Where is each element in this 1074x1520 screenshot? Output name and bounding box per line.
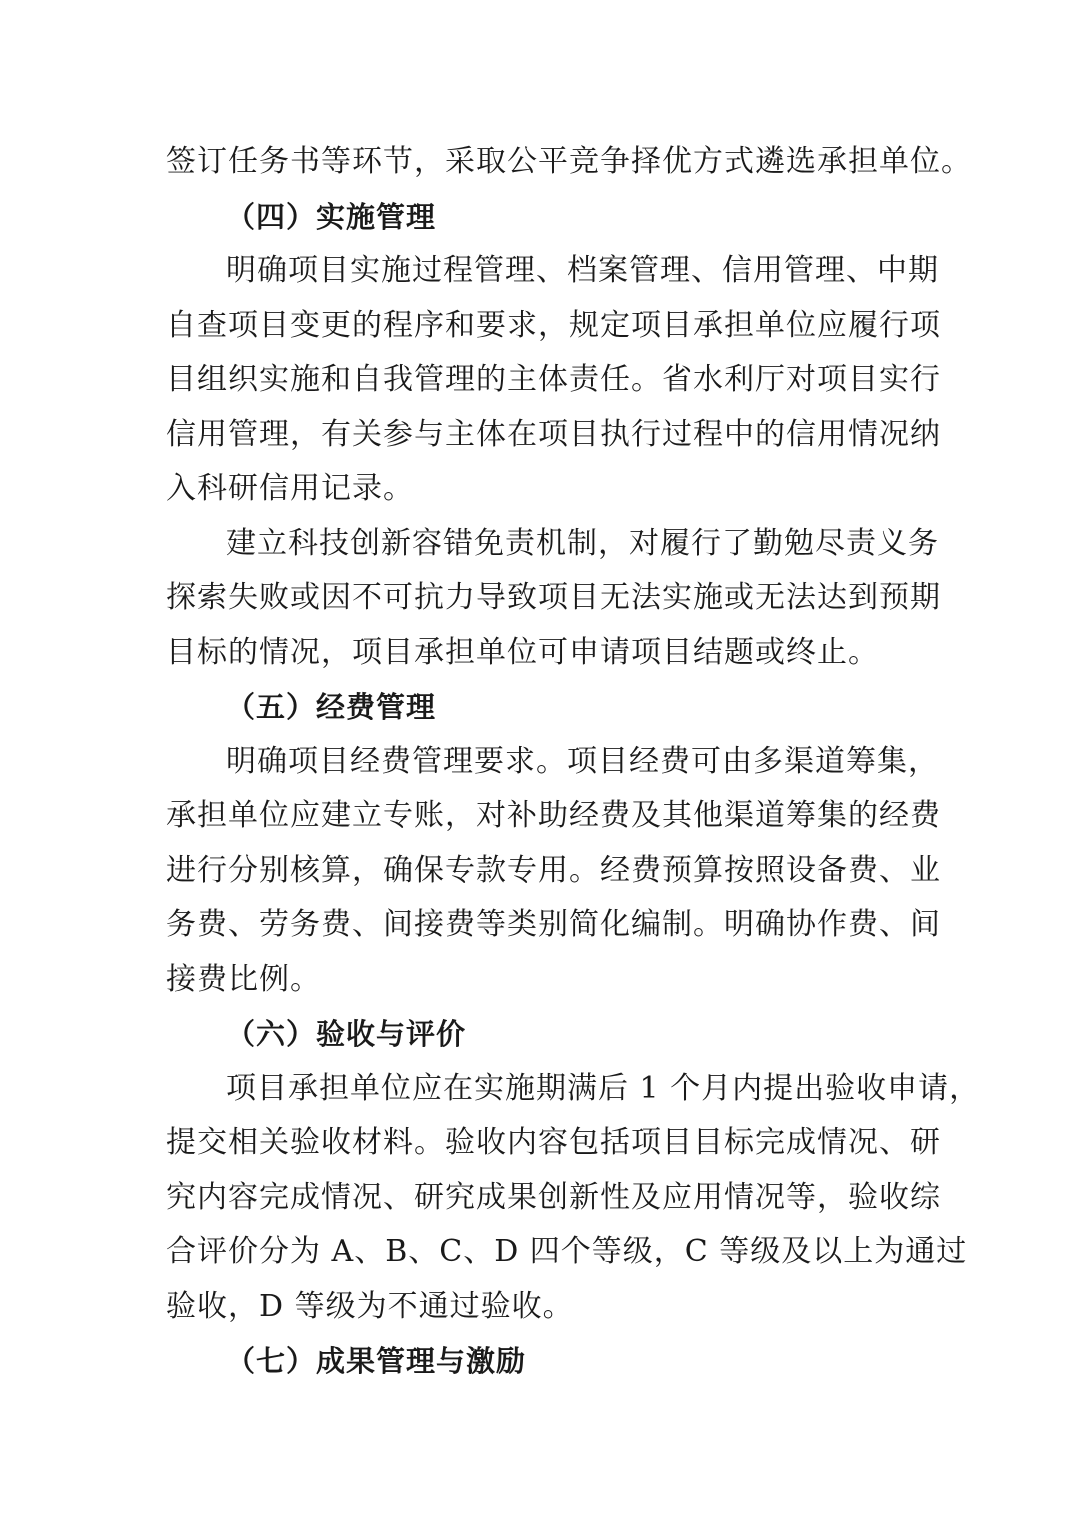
paragraph-line: 入科研信用记录。 <box>166 471 414 506</box>
paragraph-line: 进行分别核算，确保专款专用。经费预算按照设备费、业 <box>166 852 941 888</box>
paragraph-line: 接费比例。 <box>166 961 321 997</box>
paragraph-line: 建立科技创新容错免责机制，对履行了勤勉尽责义务 <box>226 525 939 561</box>
paragraph-line: 验收，D 等级为不通过验收。 <box>166 1288 574 1324</box>
section-heading: （七）成果管理与激励 <box>226 1344 527 1378</box>
paragraph-line: 务费、劳务费、间接费等类别简化编制。明确协作费、间 <box>166 907 941 942</box>
paragraph-line: 提交相关验收材料。验收内容包括项目目标完成情况、研 <box>166 1125 941 1160</box>
paragraph-line: 目组织实施和自我管理的主体责任。省水利厅对项目实行 <box>166 362 941 397</box>
paragraph-line: 明确项目实施过程管理、档案管理、信用管理、中期 <box>226 253 939 288</box>
paragraph-line: 合评价分为 A、B、C、D 四个等级，C 等级及以上为通过 <box>166 1234 968 1269</box>
paragraph-line: 项目承担单位应在实施期满后 1 个月内提出验收申请， <box>226 1070 981 1106</box>
paragraph-line: 明确项目经费管理要求。项目经费可由多渠道筹集， <box>226 743 939 779</box>
paragraph-line: 探索失败或因不可抗力导致项目无法实施或无法达到预期 <box>166 580 941 615</box>
section-heading: （四）实施管理 <box>226 199 437 234</box>
section-heading: （六）验收与评价 <box>226 1017 467 1051</box>
document-page <box>166 135 981 1389</box>
paragraph-line: 信用管理，有关参与主体在项目执行过程中的信用情况纳 <box>166 416 941 452</box>
paragraph-line: 究内容完成情况、研究成果创新性及应用情况等，验收综 <box>166 1179 941 1215</box>
section-heading: （五）经费管理 <box>226 690 437 724</box>
paragraph-line: 签订任务书等环节，采取公平竞争择优方式遴选承担单位。 <box>166 144 972 179</box>
paragraph-line: 自查项目变更的程序和要求，规定项目承担单位应履行项 <box>166 307 941 343</box>
paragraph-line: 承担单位应建立专账，对补助经费及其他渠道筹集的经费 <box>166 798 941 833</box>
paragraph-line: 目标的情况，项目承担单位可申请项目结题或终止。 <box>166 634 879 670</box>
